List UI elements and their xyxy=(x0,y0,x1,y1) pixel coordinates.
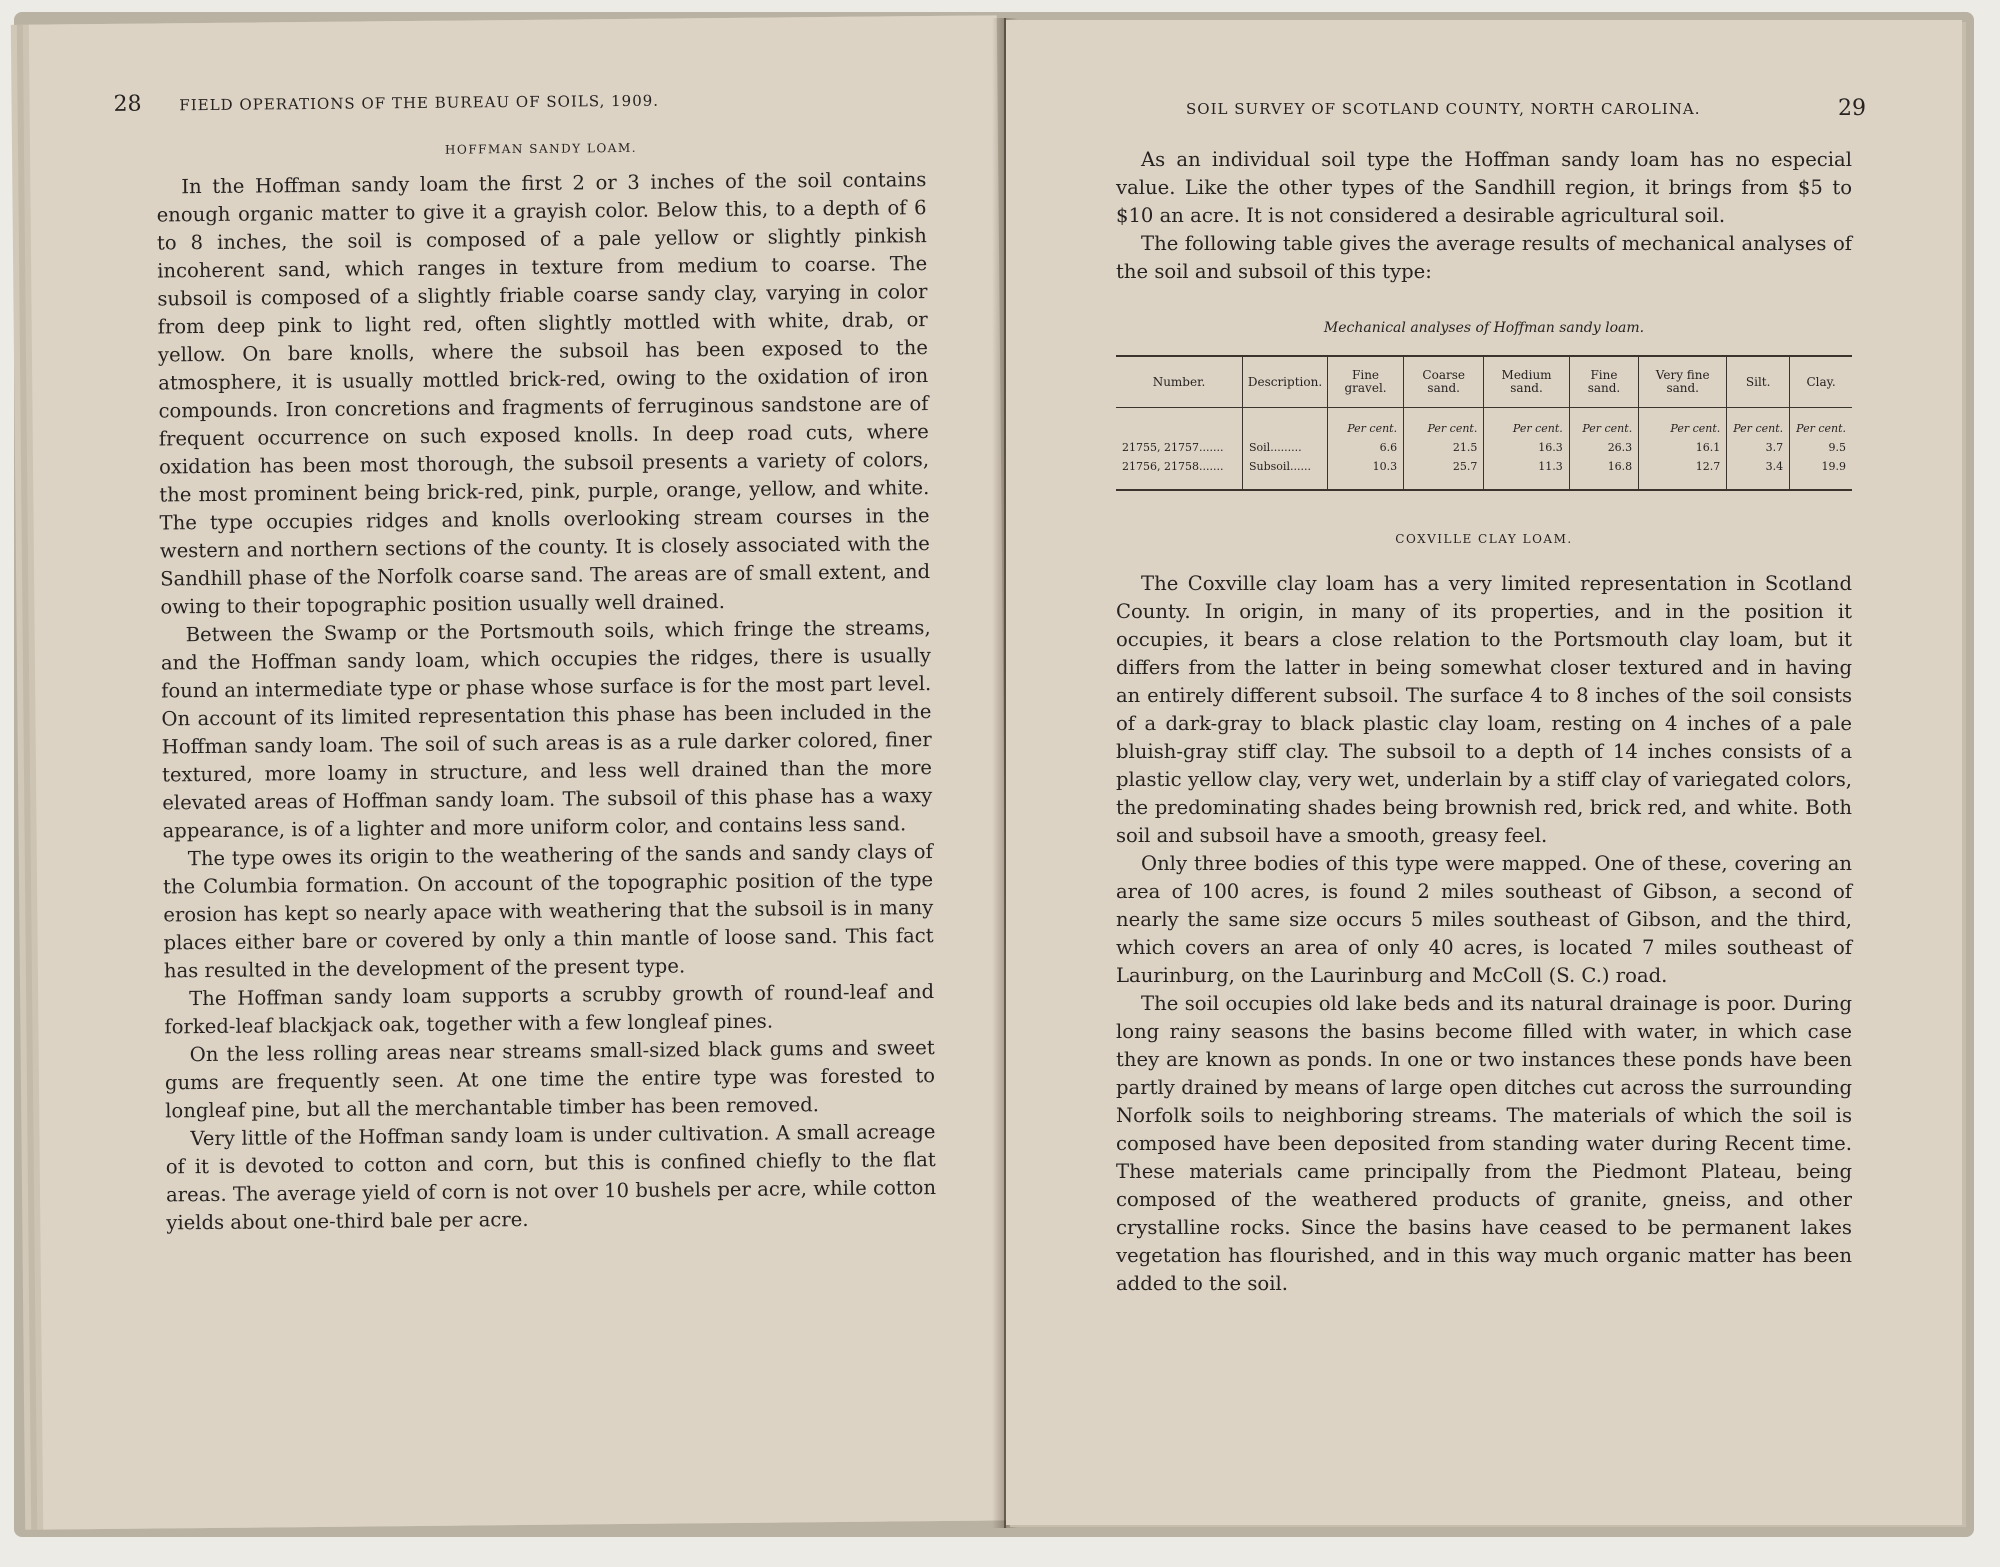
unit-cell xyxy=(1116,408,1243,439)
table-cell: 26.3 xyxy=(1569,438,1638,457)
unit-cell xyxy=(1243,408,1328,439)
left-body xyxy=(156,166,936,1237)
table-cell: 21755, 21757....... xyxy=(1116,438,1243,457)
paragraph: The soil occupies old lake beds and its natural drainage is poor. During long rainy seasons the basins become filled with water, in which case they are known as ponds. In one or two instances these ponds have been partly drained by means of large open ditches cut across the surrounding Norfolk soils to neighboring streams. The materials of which the soil is composed have been deposited from standing water during Recent time. These materials came principally from the Piedmont Plateau, being composed of the weathered products of granite, gneiss, and other crystalline rocks. Since the basins have ceased to be permanent lakes vegetation has flourished, and in this way much organic matter has been added to the soil. xyxy=(1116,992,1852,1295)
left-running-title: FIELD OPERATIONS OF THE BUREAU OF SOILS, 1909. xyxy=(179,91,660,115)
table-cell: 6.6 xyxy=(1328,438,1404,457)
paragraph: Very little of the Hoffman sandy loam is under cultivation. A small acreage of it is devoted to cotton and corn, but this is confined chiefly to the flat areas. The average yield of corn is not over 10 bushels per acre, while cotton yields about one-third bale per acre. xyxy=(165,1120,937,1235)
right-intro xyxy=(1116,146,1852,286)
table-header-row xyxy=(1116,356,1852,408)
table-cell: 16.8 xyxy=(1569,457,1638,490)
paragraph: Between the Swamp or the Portsmouth soils, which fringe the streams, and the Hoffman sandy loam, which occupies the ridges, there is usually found an intermediate type or phase whose surface is for the most part level. On account of its limited representation this phase has been included in the Hoffman sandy loam. The soil of such areas is as a rule darker colored, finer textured, more loamy in structure, and less well drained than the more elevated areas of Hoffman sandy loam. The subsoil of this phase has a waxy appearance, is of a lighter and more uniform color, and contains less sand. xyxy=(160,616,933,843)
header-number: Number. xyxy=(1116,356,1243,408)
header-fine-sand: Fine sand. xyxy=(1569,356,1638,408)
coxville-section-title: COXVILLE CLAY LOAM. xyxy=(1395,532,1573,546)
paragraph: The Coxville clay loam has a very limited representation in Scotland County. In origin, in many of its properties, and in the position it occupies, it bears a close relation to the Portsmouth clay loam, but it differs from the latter in being somewhat closer textured and in having an entirely different subsoil. The surface 4 to 8 inches of the soil consists of a dark-gray to black plastic clay loam, resting on 4 inches of a pale bluish-gray stiff clay. The subsoil to a depth of 14 inches consists of a plastic yellow clay, very wet, underlain by a stiff clay of variegated colors, the predominating shades being brownish red, brick red, and white. Both soil and subsoil have a smooth, greasy feel. xyxy=(1116,572,1852,847)
table-cell: 9.5 xyxy=(1828,441,1846,454)
table-cell: 16.1 xyxy=(1639,438,1727,457)
header-medium-sand: Medium sand. xyxy=(1484,356,1569,408)
paragraph: As an individual soil type the Hoffman sandy loam has no especial value. Like the other types of the Sandhill region, it brings from $5 to $10 an acre. It is not considered a desirable agricultural soil. xyxy=(1116,148,1852,227)
unit-cell: Per cent. xyxy=(1404,408,1484,439)
left-page-number: 28 xyxy=(113,91,142,117)
table-caption: Mechanical analyses of Hoffman sandy loam. xyxy=(1323,320,1645,336)
header-very-fine-sand: Very fine sand. xyxy=(1639,356,1727,408)
table-cell: 16.3 xyxy=(1484,438,1569,457)
table-row xyxy=(1116,457,1852,490)
header-description: Description. xyxy=(1243,356,1328,408)
unit-cell: Per cent. xyxy=(1328,408,1404,439)
table-cell: 11.3 xyxy=(1484,457,1569,490)
header-fine-gravel: Fine gravel. xyxy=(1328,356,1404,408)
unit-cell: Per cent. xyxy=(1796,422,1846,435)
left-running-head xyxy=(113,87,659,117)
table-cell: 3.7 xyxy=(1727,438,1790,457)
paragraph: Only three bodies of this type were mapped. One of these, covering an area of 100 acres, is found 2 miles southeast of Gibson, a second of nearly the same size occurs 5 miles southeast of Gibson, and the third, which covers an area of only 40 acres, is located 7 miles southeast of Laurinburg, on the Laurinburg and McColl (S. C.) road. xyxy=(1116,852,1852,987)
unit-cell: Per cent. xyxy=(1569,408,1638,439)
header-silt: Silt. xyxy=(1727,356,1790,408)
table-cell: 21756, 21758....... xyxy=(1116,457,1243,490)
hoffman-section-title: HOFFMAN SANDY LOAM. xyxy=(444,140,638,157)
unit-cell: Per cent. xyxy=(1727,408,1790,439)
table-cell: 10.3 xyxy=(1328,457,1404,490)
unit-row xyxy=(1116,408,1852,439)
paragraph: The Hoffman sandy loam supports a scrubby growth of round-leaf and forked-leaf blackjack oak, together with a few longleaf pines. xyxy=(164,980,935,1039)
right-running-title: SOIL SURVEY OF SCOTLAND COUNTY, NORTH CAROLINA. xyxy=(1186,100,1701,118)
right-running-head xyxy=(1186,96,1866,121)
header-clay: Clay. xyxy=(1790,356,1852,408)
header-coarse-sand: Coarse sand. xyxy=(1404,356,1484,408)
left-page xyxy=(29,15,1011,1529)
paragraph: The type owes its origin to the weathering of the sands and sandy clays of the Columbia formation. On account of the topographic position of the type erosion has kept so nearly apace with weathering that the subsoil is in many places either bare or covered by only a thin mantle of loose sand. This fact has resulted in the development of the present type. xyxy=(162,840,934,983)
table-cell: 25.7 xyxy=(1404,457,1484,490)
paragraph: The following table gives the average results of mechanical analyses of the soil and subsoil of this type: xyxy=(1116,232,1852,283)
paragraph: In the Hoffman sandy loam the first 2 or 3 inches of the soil contains enough organic matter to give it a grayish color. Below this, to a depth of 6 to 8 inches, the soil is composed of a pale yellow or slightly pinkish incoherent sand, which ranges in texture from medium to coarse. The subsoil is composed of a slightly friable coarse sandy clay, varying in color from deep pink to light red, often slightly mottled with white, drab, or yellow. On bare knolls, where the subsoil has been exposed to the atmosphere, it is usually mottled brick-red, owing to the oxidation of iron compounds. Iron concretions and fragments of ferruginous sandstone are of frequent occurrence on such exposed knolls. In deep road cuts, where oxidation has been most thorough, the subsoil presents a variety of colors, the most prominent being brick-red, pink, purple, orange, yellow, and white. The type occupies ridges and knolls overlooking stream courses in the western and northern sections of the county. It is closely associated with the Sandhill phase of the Norfolk coarse sand. The areas are of small extent, and owing to their topographic position usually well drained. xyxy=(156,168,931,619)
right-page-number: 29 xyxy=(1838,96,1866,121)
table-cell: Soil......... xyxy=(1243,438,1328,457)
right-body xyxy=(1116,570,1852,1298)
table-cell: 21.5 xyxy=(1404,438,1484,457)
table-row xyxy=(1116,438,1852,457)
mechanical-analyses-table xyxy=(1116,355,1852,491)
unit-cell: Per cent. xyxy=(1639,408,1727,439)
table-cell: 19.9 xyxy=(1790,457,1852,490)
right-page xyxy=(1006,20,1962,1525)
table-cell: 3.4 xyxy=(1727,457,1790,490)
table-cell: 12.7 xyxy=(1639,457,1727,490)
unit-cell: Per cent. xyxy=(1484,408,1569,439)
paragraph: On the less rolling areas near streams small-sized black gums and sweet gums are frequently seen. At one time the entire type was forested to longleaf pine, but all the merchantable timber has been removed. xyxy=(164,1036,936,1123)
table-cell: Subsoil...... xyxy=(1243,457,1328,490)
